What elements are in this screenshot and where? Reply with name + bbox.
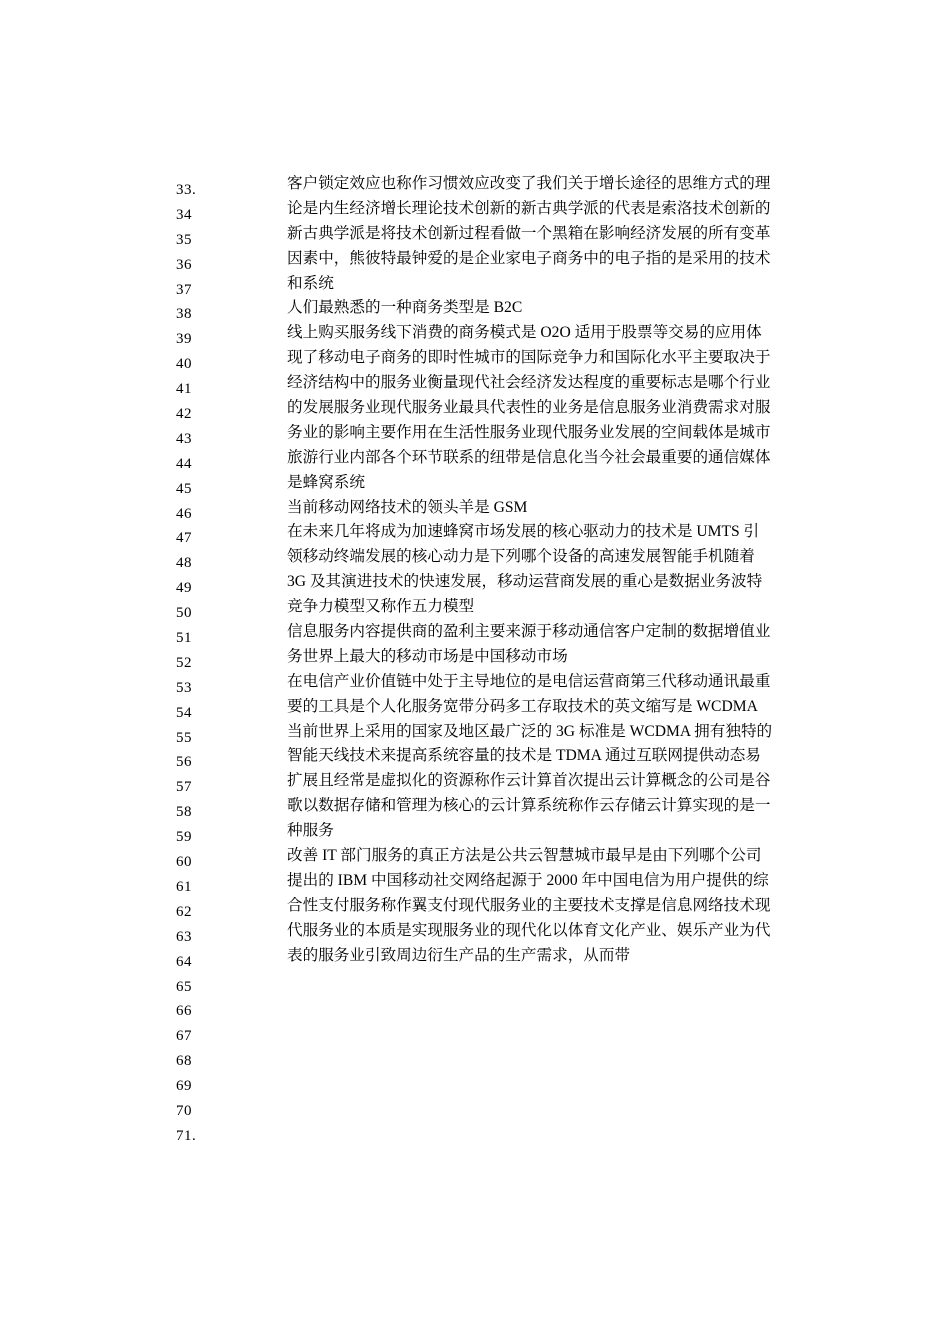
text-line: 人们最熟悉的一种商务类型是 B2C xyxy=(287,299,523,317)
text-line: 在未来几年将成为加速蜂窝市场发展的核心驱动力的技术是 UMTS 引 xyxy=(287,523,760,541)
line-number: 40 xyxy=(176,356,192,373)
body-text xyxy=(287,172,817,969)
line-number: 71. xyxy=(176,1127,197,1144)
line-number: 60 xyxy=(176,854,192,871)
text-line: 要的工具是个人化服务宽带分码多工存取技术的英文缩写是 WCDMA xyxy=(287,697,758,715)
line-number: 54 xyxy=(176,704,192,721)
text-line: 当前世界上采用的国家及地区最广泛的 3G 标准是 WCDMA 拥有独特的 xyxy=(287,722,773,740)
line-number: 49 xyxy=(176,580,192,597)
line-number: 50 xyxy=(176,605,192,622)
text-line: 现了移动电子商务的即时性城市的国际竞争力和国际化水平主要取决于 xyxy=(287,349,771,367)
line-number: 41 xyxy=(176,381,192,398)
line-number: 64 xyxy=(176,953,192,970)
text-line: 提出的 IBM 中国移动社交网络起源于 2000 年中国电信为用户提供的综 xyxy=(287,871,769,889)
text-line: 当前移动网络技术的领头羊是 GSM xyxy=(287,498,528,516)
line-number: 51 xyxy=(176,630,192,647)
line-number: 56 xyxy=(176,754,192,771)
text-line: 和系统 xyxy=(287,274,334,292)
line-number: 44 xyxy=(176,455,192,472)
line-number: 61 xyxy=(176,878,192,895)
line-number: 42 xyxy=(176,406,192,423)
line-number: 46 xyxy=(176,505,192,522)
text-line: 务业的影响主要作用在生活性服务业现代服务业发展的空间载体是城市 xyxy=(287,423,771,441)
line-number: 34 xyxy=(176,206,192,223)
text-line: 客户锁定效应也称作习惯效应改变了我们关于增长途径的思维方式的理 xyxy=(287,175,771,192)
line-number: 47 xyxy=(176,530,192,547)
line-number: 38 xyxy=(176,306,192,323)
text-line: 种服务 xyxy=(287,822,334,840)
line-number: 53 xyxy=(176,679,192,696)
line-number: 63 xyxy=(176,928,192,945)
line-number: 59 xyxy=(176,829,192,846)
text-line: 领移动终端发展的核心动力是下列哪个设备的高速发展智能手机随着 xyxy=(287,548,755,566)
text-line: 竞争力模型又称作五力模型 xyxy=(287,598,475,616)
line-number: 65 xyxy=(176,978,192,995)
line-number: 48 xyxy=(176,555,192,572)
text-line: 改善 IT 部门服务的真正方法是公共云智慧城市最早是由下列哪个公司 xyxy=(287,847,762,865)
text-line: 信息服务内容提供商的盈利主要来源于移动通信客户定制的数据增值业 xyxy=(287,623,771,641)
line-number: 68 xyxy=(176,1053,192,1070)
line-number: 69 xyxy=(176,1078,192,1095)
text-line: 务世界上最大的移动市场是中国移动市场 xyxy=(287,647,568,665)
text-line: 线上购买服务线下消费的商务模式是 O2O 适用于股票等交易的应用体 xyxy=(287,324,762,342)
line-number: 43 xyxy=(176,430,192,447)
text-line: 论是内生经济增长理论技术创新的新古典学派的代表是索洛技术创新的 xyxy=(287,199,771,217)
text-line: 智能天线技术来提高系统容量的技术是 TDMA 通过互联网提供动态易 xyxy=(287,747,761,765)
text-line: 3G 及其演进技术的快速发展，移动运营商发展的重心是数据业务波特 xyxy=(287,573,763,591)
line-number: 66 xyxy=(176,1003,192,1020)
text-line: 新古典学派是将技术创新过程看做一个黑箱在影响经济发展的所有变革 xyxy=(287,224,771,242)
line-number: 52 xyxy=(176,654,192,671)
line-number: 39 xyxy=(176,331,192,348)
text-line: 是蜂窝系统 xyxy=(287,473,365,491)
text-line: 旅游行业内部各个环节联系的纽带是信息化当今社会最重要的通信媒体 xyxy=(287,448,771,466)
text-line: 代服务业的本质是实现服务业的现代化以体育文化产业、娱乐产业为代 xyxy=(287,921,771,939)
line-number: 67 xyxy=(176,1028,192,1045)
text-line: 因素中，熊彼特最钟爱的是企业家电子商务中的电子指的是采用的技术 xyxy=(287,249,771,267)
line-number: 36 xyxy=(176,256,192,273)
text-line: 扩展且经常是虚拟化的资源称作云计算首次提出云计算概念的公司是谷 xyxy=(287,772,771,790)
line-number: 57 xyxy=(176,779,192,796)
text-line: 合性支付服务称作翼支付现代服务业的主要技术支撑是信息网络技术现 xyxy=(287,896,771,914)
line-number: 58 xyxy=(176,804,192,821)
line-number: 37 xyxy=(176,281,192,298)
line-number: 45 xyxy=(176,480,192,497)
line-number: 55 xyxy=(176,729,192,746)
text-line: 经济结构中的服务业衡量现代社会经济发达程度的重要标志是哪个行业 xyxy=(287,374,771,392)
text-line: 表的服务业引致周边衍生产品的生产需求，从而带 xyxy=(287,946,631,964)
line-number-column xyxy=(176,178,236,1149)
line-number: 70 xyxy=(176,1102,192,1119)
text-line: 在电信产业价值链中处于主导地位的是电信运营商第三代移动通讯最重 xyxy=(287,672,771,690)
text-line: 的发展服务业现代服务业最具代表性的业务是信息服务业消费需求对服 xyxy=(287,399,771,417)
line-number: 62 xyxy=(176,903,192,920)
text-line: 歌以数据存储和管理为核心的云计算系统称作云存储云计算实现的是一 xyxy=(287,797,771,815)
line-number: 35 xyxy=(176,231,192,248)
line-number: 33. xyxy=(176,182,197,198)
